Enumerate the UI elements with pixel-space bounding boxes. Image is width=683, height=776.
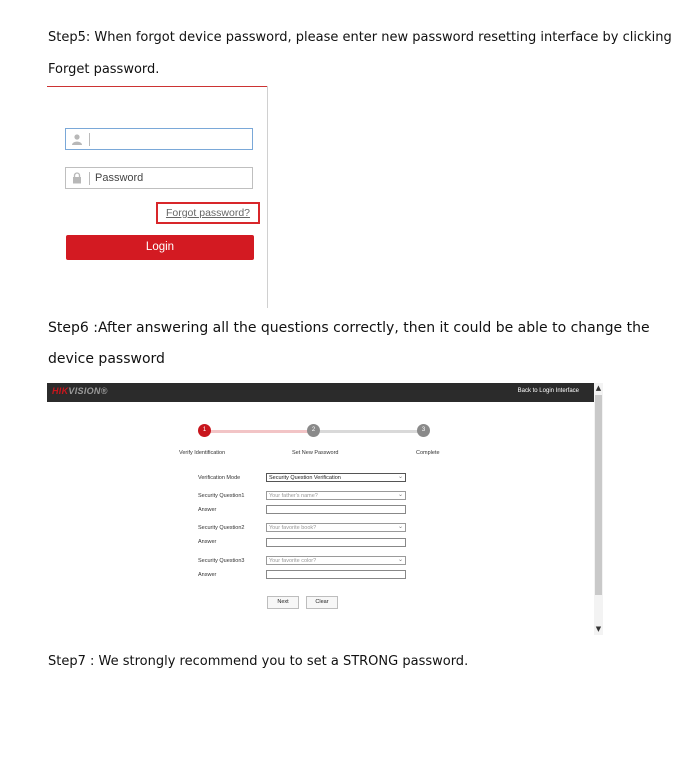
security-question3-select[interactable]: Your favorite color? ⌄: [266, 556, 406, 565]
login-button[interactable]: Login: [66, 235, 254, 260]
step-2-indicator: 2: [307, 424, 320, 437]
next-button[interactable]: Next: [267, 596, 299, 609]
scrollbar-thumb[interactable]: [595, 395, 602, 595]
chevron-down-icon: ⌄: [397, 557, 403, 563]
step-2-label: Set New Password: [292, 450, 339, 456]
security-question1-label: Security Question1: [198, 493, 245, 499]
step7-text: Step7 : We strongly recommend you to set a STRONG password.: [48, 654, 469, 669]
scrollbar[interactable]: [594, 383, 603, 635]
back-to-login-link[interactable]: Back to Login Interface: [517, 388, 579, 394]
step6-text-line2: device password: [48, 351, 165, 367]
answer1-label: Answer: [198, 507, 217, 513]
step-1-label: Verify Identification: [179, 450, 226, 456]
scroll-up-icon[interactable]: ▲: [595, 384, 602, 392]
field-separator: [89, 172, 90, 185]
security-question2-label: Security Question2: [198, 525, 245, 531]
step-1-indicator: 1: [198, 424, 211, 437]
scroll-down-icon[interactable]: ▼: [595, 625, 602, 633]
hikvision-logo: HIKVISION®: [52, 386, 108, 396]
answer3-label: Answer: [198, 572, 217, 578]
step-3-label: Complete: [416, 450, 440, 456]
progress-bar-done: [205, 430, 313, 433]
answer1-input[interactable]: [266, 505, 406, 514]
forgot-password-link[interactable]: Forgot password?: [156, 202, 260, 224]
password-field[interactable]: [65, 167, 253, 189]
username-field[interactable]: [65, 128, 253, 150]
security-question1-select[interactable]: Your father's name? ⌄: [266, 491, 406, 500]
password-placeholder: Password: [95, 172, 144, 184]
user-icon: [71, 133, 83, 145]
field-separator: [89, 133, 90, 146]
step6-text-line1: Step6 :After answering all the questions correctly, then it could be able to change the: [48, 320, 650, 336]
answer3-input[interactable]: [266, 570, 406, 579]
verification-mode-select[interactable]: Security Question Verification ⌄: [266, 473, 406, 482]
lock-icon: [71, 172, 83, 184]
answer2-input[interactable]: [266, 538, 406, 547]
password-reset-window: [47, 383, 603, 635]
panel-top-border: [47, 86, 268, 87]
chevron-down-icon: ⌄: [397, 492, 403, 498]
security-question3-label: Security Question3: [198, 558, 245, 564]
clear-button[interactable]: Clear: [306, 596, 338, 609]
step-progress: [198, 424, 430, 438]
chevron-down-icon: ⌄: [397, 474, 403, 480]
progress-bar-pending: [320, 430, 424, 433]
step5-text-line1: Step5: When forgot device password, please enter new password resetting interface by clicking: [48, 30, 672, 45]
step5-text-line2: Forget password.: [48, 62, 160, 77]
answer2-label: Answer: [198, 539, 217, 545]
login-panel: [47, 86, 268, 308]
app-header: [47, 383, 594, 402]
chevron-down-icon: ⌄: [397, 524, 403, 530]
security-question2-select[interactable]: Your favorite book? ⌄: [266, 523, 406, 532]
verification-mode-label: Verification Mode: [198, 475, 241, 481]
step-3-indicator: 3: [417, 424, 430, 437]
panel-right-border: [267, 86, 268, 308]
